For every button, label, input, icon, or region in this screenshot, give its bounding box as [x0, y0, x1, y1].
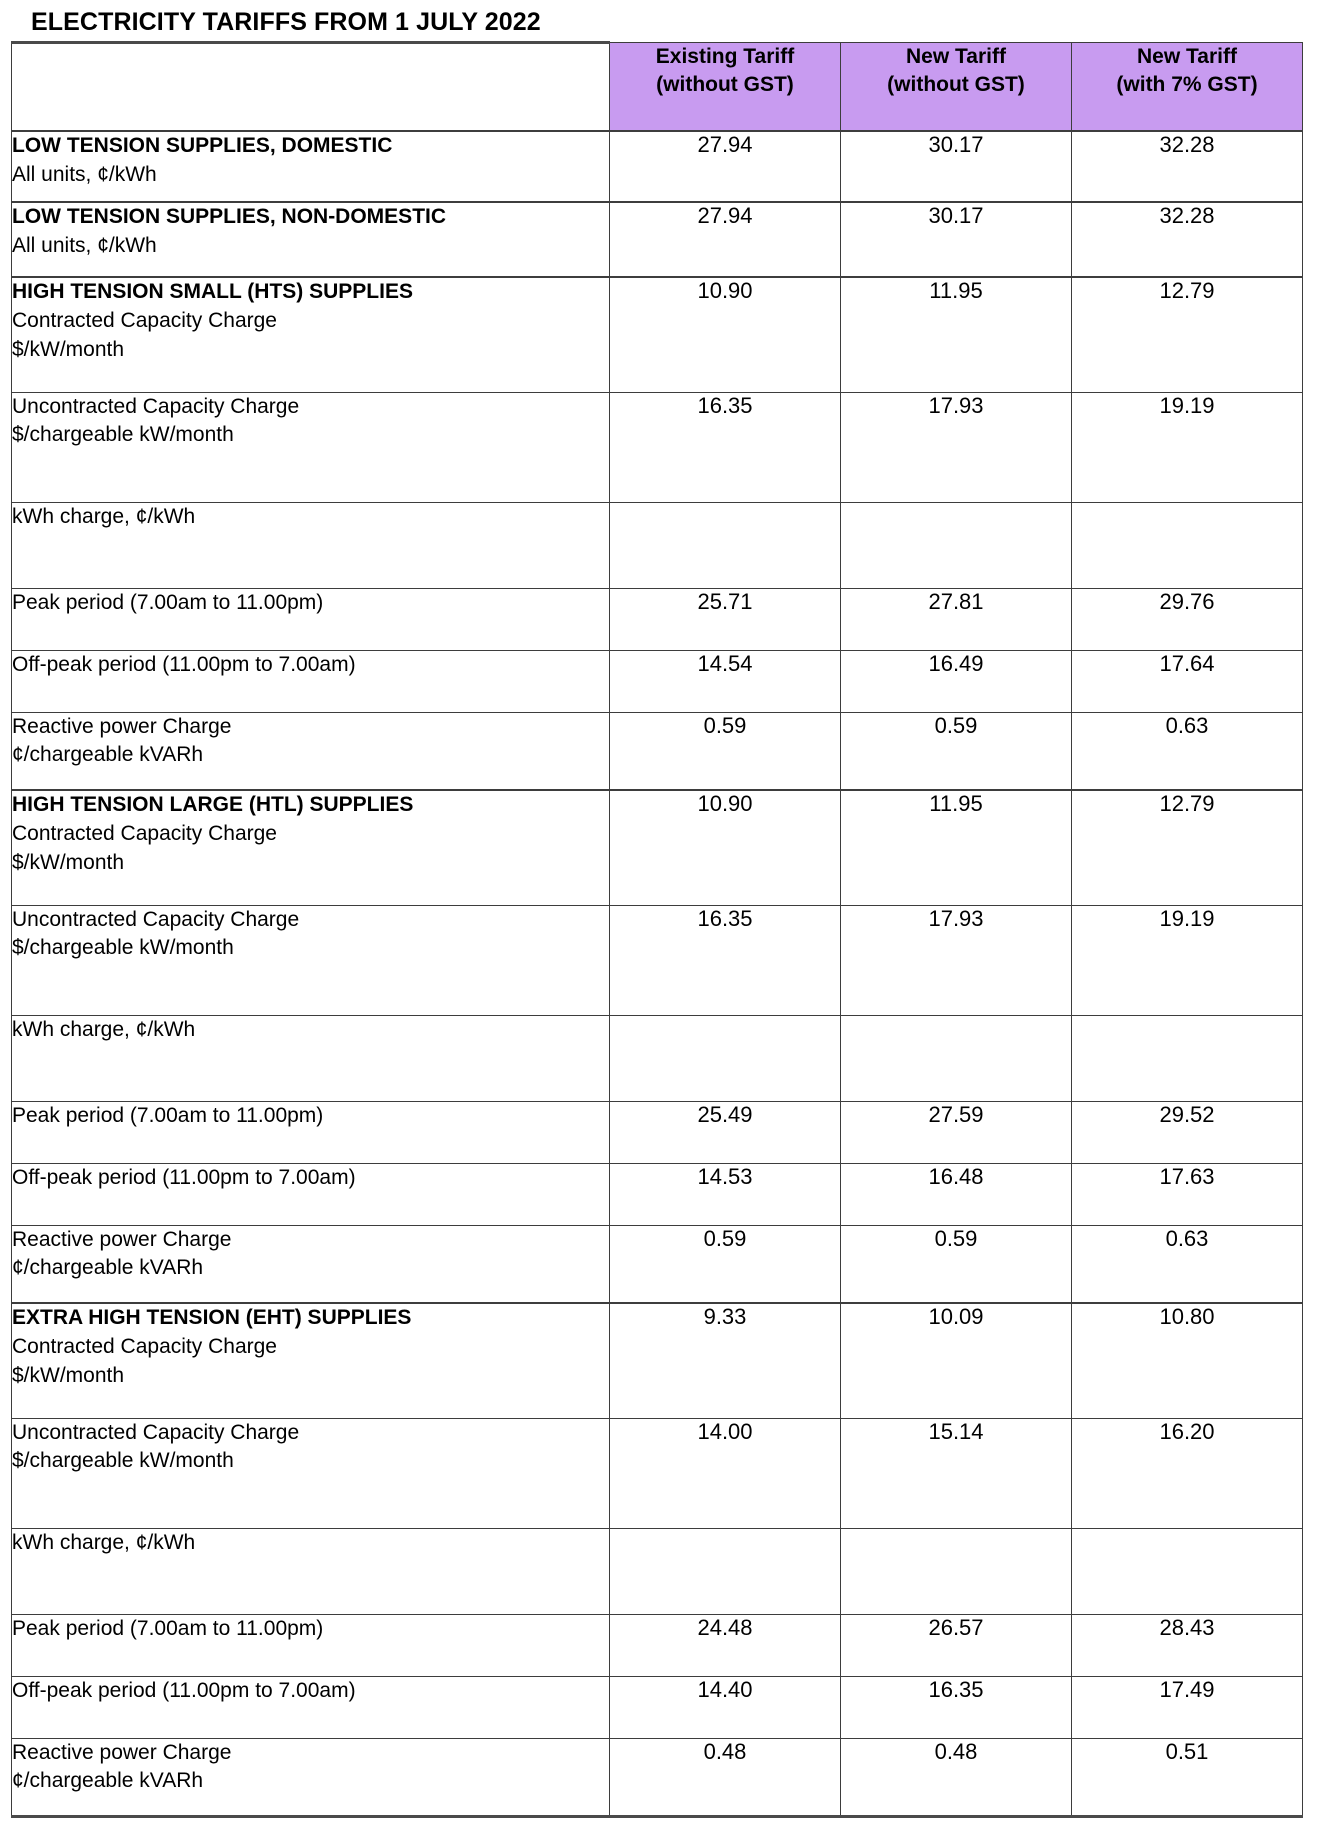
table-row — [12, 131, 1303, 202]
value-existing: 14.53 — [610, 1163, 841, 1225]
value-new-no-gst: 27.59 — [841, 1101, 1072, 1163]
row-heading: HIGH TENSION LARGE (HTL) SUPPLIES — [12, 793, 414, 816]
table-row — [12, 1225, 1303, 1303]
header-line-2: (with 7% GST) — [1116, 72, 1258, 96]
row-subtext: Off-peak period (11.00pm to 7.00am) — [12, 1678, 356, 1702]
value-new-no-gst: 11.95 — [841, 277, 1072, 392]
value-existing: 14.40 — [610, 1676, 841, 1738]
row-subtext: All units, ¢/kWh — [12, 233, 157, 257]
row-heading: LOW TENSION SUPPLIES, NON-DOMESTIC — [12, 205, 447, 228]
value-existing: 0.59 — [610, 1225, 841, 1303]
row-label-cell — [12, 502, 610, 588]
value-existing: 14.00 — [610, 1418, 841, 1528]
value-new-no-gst: 10.09 — [841, 1303, 1072, 1418]
value-new-with-gst: 0.63 — [1072, 1225, 1303, 1303]
row-subtext: Peak period (7.00am to 11.00pm) — [12, 1103, 324, 1127]
row-label-cell — [12, 588, 610, 650]
row-subtext: kWh charge, ¢/kWh — [12, 1017, 196, 1041]
row-subtext: Off-peak period (11.00pm to 7.00am) — [12, 1165, 356, 1189]
value-new-no-gst: 30.17 — [841, 131, 1072, 202]
value-existing: 10.90 — [610, 277, 841, 392]
row-label-cell — [12, 202, 610, 277]
value-new-no-gst: 16.48 — [841, 1163, 1072, 1225]
row-label-cell — [12, 790, 610, 905]
row-label-cell — [12, 1614, 610, 1676]
row-subtext: Reactive power Charge — [12, 1227, 232, 1251]
value-new-no-gst: 16.49 — [841, 650, 1072, 712]
header-line-1: New Tariff — [906, 45, 1006, 68]
value-new-with-gst: 12.79 — [1072, 277, 1303, 392]
row-heading: EXTRA HIGH TENSION (EHT) SUPPLIES — [12, 1306, 412, 1329]
table-row — [12, 1418, 1303, 1528]
table-row — [12, 588, 1303, 650]
row-subtext: Peak period (7.00am to 11.00pm) — [12, 1616, 324, 1640]
row-label-cell — [12, 131, 610, 202]
row-subtext: Uncontracted Capacity Charge — [12, 394, 300, 418]
row-subtext: Contracted Capacity Charge — [12, 308, 277, 332]
value-new-with-gst: 32.28 — [1072, 202, 1303, 277]
value-new-with-gst — [1072, 502, 1303, 588]
row-label-cell — [12, 650, 610, 712]
row-subtext-2: ¢/chargeable kVARh — [12, 1256, 204, 1280]
row-subtext-2: $/kW/month — [12, 337, 125, 361]
value-existing: 9.33 — [610, 1303, 841, 1418]
table-row — [12, 277, 1303, 392]
row-label-cell — [12, 392, 610, 502]
header-line-1: New Tariff — [1137, 45, 1237, 68]
row-subtext-2: ¢/chargeable kVARh — [12, 743, 204, 767]
row-subtext: Contracted Capacity Charge — [12, 821, 277, 845]
value-new-no-gst: 0.59 — [841, 1225, 1072, 1303]
value-existing: 27.94 — [610, 202, 841, 277]
value-new-with-gst: 32.28 — [1072, 131, 1303, 202]
value-new-with-gst: 12.79 — [1072, 790, 1303, 905]
value-new-no-gst — [841, 1015, 1072, 1101]
value-existing — [610, 502, 841, 588]
value-new-with-gst: 0.63 — [1072, 712, 1303, 790]
row-label-cell — [12, 1163, 610, 1225]
row-subtext-2: ¢/chargeable kVARh — [12, 1769, 204, 1793]
value-new-no-gst: 17.93 — [841, 905, 1072, 1015]
value-existing: 24.48 — [610, 1614, 841, 1676]
column-header-existing-tariff — [610, 43, 841, 132]
value-existing: 0.59 — [610, 712, 841, 790]
header-line-2: (without GST) — [656, 72, 794, 96]
header-line-1: Existing Tariff — [655, 45, 795, 68]
row-label-cell — [12, 277, 610, 392]
row-subtext-2: $/chargeable kW/month — [12, 1449, 234, 1473]
value-new-with-gst: 17.64 — [1072, 650, 1303, 712]
row-subtext: Reactive power Charge — [12, 1740, 232, 1764]
table-row — [12, 790, 1303, 905]
value-existing: 25.49 — [610, 1101, 841, 1163]
value-existing: 10.90 — [610, 790, 841, 905]
value-new-no-gst: 26.57 — [841, 1614, 1072, 1676]
value-new-no-gst: 30.17 — [841, 202, 1072, 277]
row-heading: HIGH TENSION SMALL (HTS) SUPPLIES — [12, 280, 413, 303]
row-subtext-2: $/chargeable kW/month — [12, 423, 234, 447]
table-row — [12, 1528, 1303, 1614]
value-new-with-gst: 10.80 — [1072, 1303, 1303, 1418]
table-row — [12, 1015, 1303, 1101]
row-label-cell — [12, 1676, 610, 1738]
row-subtext-2: $/kW/month — [12, 850, 125, 874]
row-label-cell — [12, 1225, 610, 1303]
table-row — [12, 712, 1303, 790]
row-label-cell — [12, 1418, 610, 1528]
table-body — [12, 131, 1303, 1816]
row-label-cell — [12, 1015, 610, 1101]
value-new-no-gst: 27.81 — [841, 588, 1072, 650]
table-row — [12, 905, 1303, 1015]
value-new-with-gst: 16.20 — [1072, 1418, 1303, 1528]
row-label-cell — [12, 1738, 610, 1816]
value-new-with-gst — [1072, 1528, 1303, 1614]
value-existing — [610, 1528, 841, 1614]
table-row — [12, 1303, 1303, 1418]
column-header-new-tariff-no-gst — [841, 43, 1072, 132]
row-subtext: Uncontracted Capacity Charge — [12, 907, 300, 931]
value-existing: 27.94 — [610, 131, 841, 202]
value-existing: 25.71 — [610, 588, 841, 650]
value-new-no-gst: 16.35 — [841, 1676, 1072, 1738]
row-subtext: kWh charge, ¢/kWh — [12, 504, 196, 528]
value-new-no-gst: 0.59 — [841, 712, 1072, 790]
value-new-with-gst: 17.49 — [1072, 1676, 1303, 1738]
row-label-cell — [12, 905, 610, 1015]
table-row — [12, 650, 1303, 712]
header-line-2: (without GST) — [887, 72, 1025, 96]
table-row — [12, 1163, 1303, 1225]
row-subtext: Off-peak period (11.00pm to 7.00am) — [12, 652, 356, 676]
value-new-with-gst: 29.52 — [1072, 1101, 1303, 1163]
value-existing: 14.54 — [610, 650, 841, 712]
value-new-with-gst — [1072, 1015, 1303, 1101]
row-label-cell — [12, 1101, 610, 1163]
row-subtext: Uncontracted Capacity Charge — [12, 1420, 300, 1444]
table-header — [12, 43, 1303, 132]
value-new-with-gst: 19.19 — [1072, 392, 1303, 502]
table-row — [12, 392, 1303, 502]
header-row — [12, 43, 1303, 132]
row-label-cell — [12, 1528, 610, 1614]
page-title: ELECTRICITY TARIFFS FROM 1 JULY 2022 — [31, 8, 541, 36]
row-heading: LOW TENSION SUPPLIES, DOMESTIC — [12, 134, 393, 157]
value-new-no-gst: 15.14 — [841, 1418, 1072, 1528]
row-subtext: Contracted Capacity Charge — [12, 1334, 277, 1358]
value-existing: 16.35 — [610, 905, 841, 1015]
value-new-with-gst: 17.63 — [1072, 1163, 1303, 1225]
value-new-no-gst — [841, 1528, 1072, 1614]
table-row — [12, 502, 1303, 588]
value-new-no-gst: 17.93 — [841, 392, 1072, 502]
row-subtext: Reactive power Charge — [12, 714, 232, 738]
row-subtext: Peak period (7.00am to 11.00pm) — [12, 590, 324, 614]
value-existing: 16.35 — [610, 392, 841, 502]
value-existing: 0.48 — [610, 1738, 841, 1816]
electricity-tariff-table — [11, 41, 1303, 1818]
table-row — [12, 1676, 1303, 1738]
value-new-with-gst: 19.19 — [1072, 905, 1303, 1015]
value-existing — [610, 1015, 841, 1101]
table-row — [12, 1738, 1303, 1816]
value-new-with-gst: 28.43 — [1072, 1614, 1303, 1676]
value-new-with-gst: 0.51 — [1072, 1738, 1303, 1816]
table-row — [12, 202, 1303, 277]
column-header-description — [12, 43, 610, 132]
row-subtext: kWh charge, ¢/kWh — [12, 1530, 196, 1554]
table-row — [12, 1614, 1303, 1676]
row-label-cell — [12, 1303, 610, 1418]
value-new-no-gst: 11.95 — [841, 790, 1072, 905]
value-new-no-gst: 0.48 — [841, 1738, 1072, 1816]
row-label-cell — [12, 712, 610, 790]
column-header-new-tariff-with-gst — [1072, 43, 1303, 132]
table-row — [12, 1101, 1303, 1163]
row-subtext: All units, ¢/kWh — [12, 162, 157, 186]
row-subtext-2: $/kW/month — [12, 1363, 125, 1387]
row-subtext-2: $/chargeable kW/month — [12, 936, 234, 960]
value-new-no-gst — [841, 502, 1072, 588]
value-new-with-gst: 29.76 — [1072, 588, 1303, 650]
